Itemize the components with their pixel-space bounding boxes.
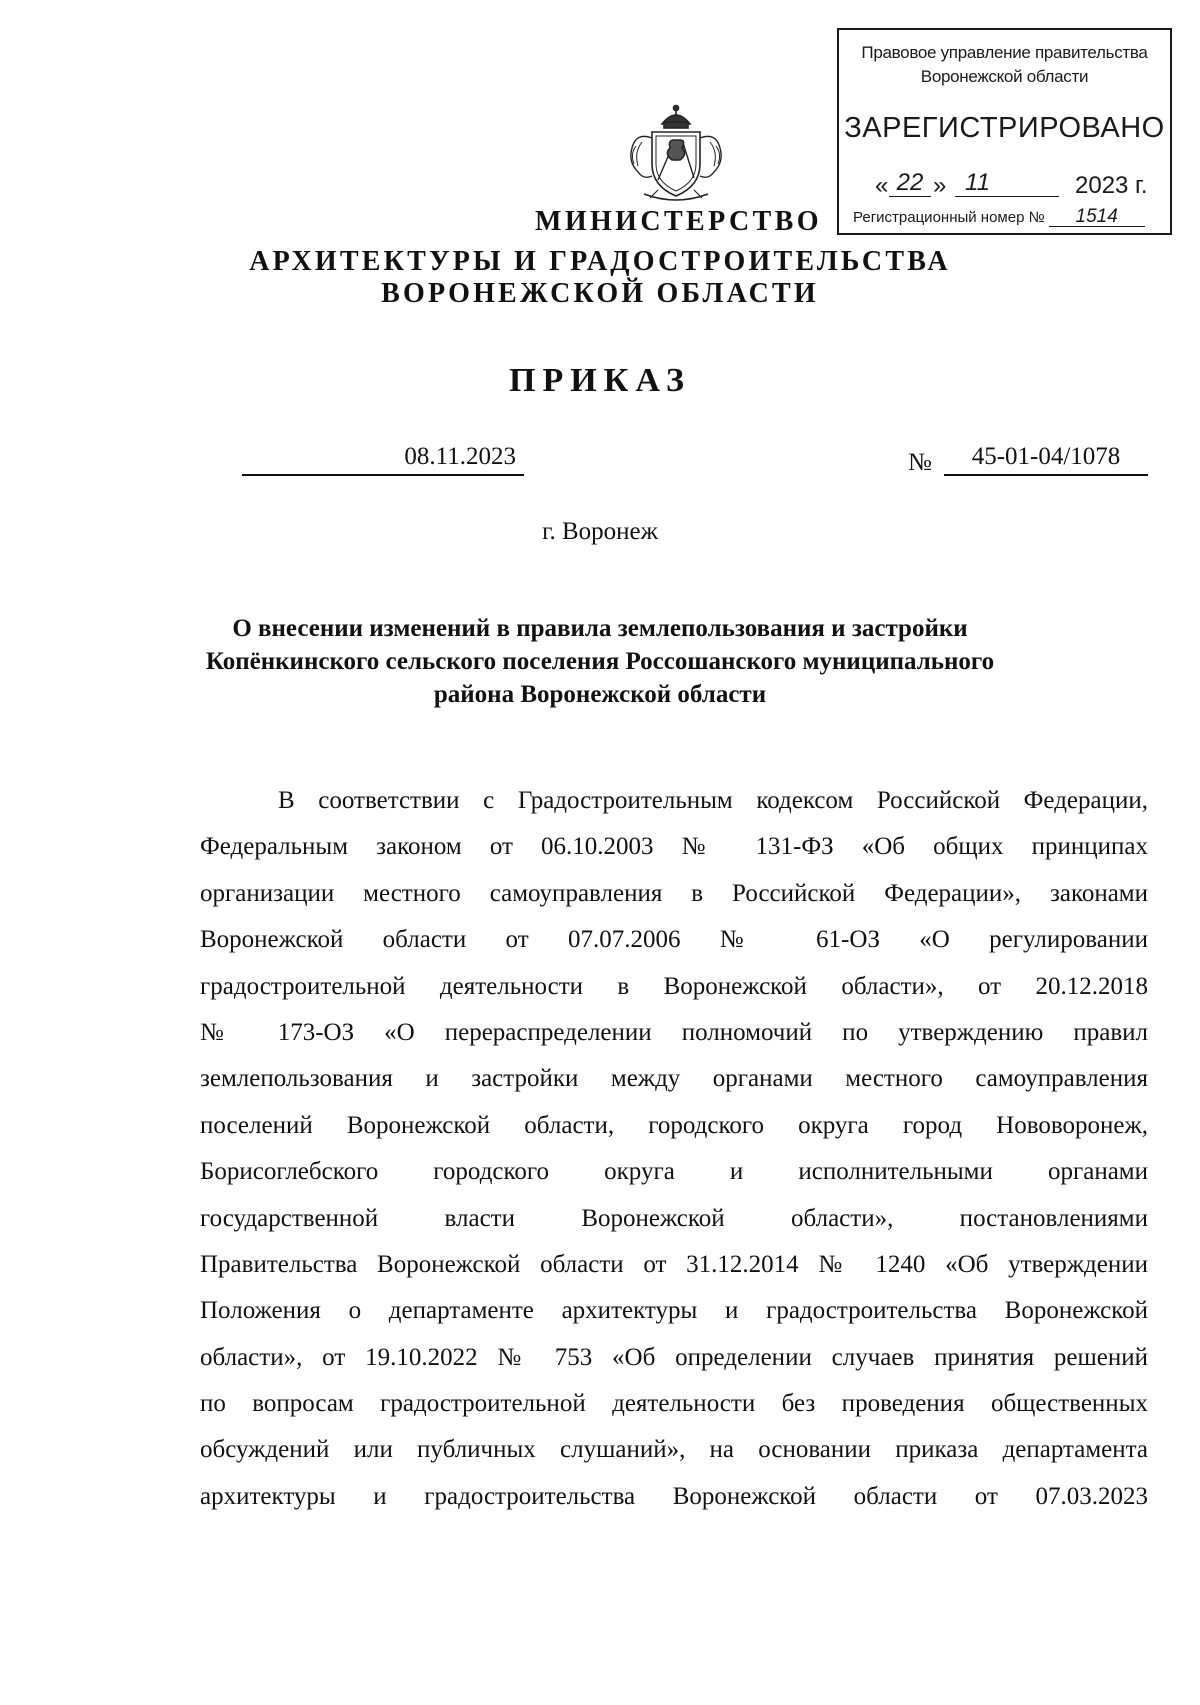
document-type-title: ПРИКАЗ: [509, 362, 691, 399]
stamp-registration-number: [853, 208, 1145, 227]
body-line: поселений Воронежской области, городского округа город Нововоронеж,: [200, 1111, 1148, 1139]
body-line: архитектуры и градостроительства Воронежской области от 07.03.2023: [200, 1482, 1148, 1510]
registration-stamp: [837, 28, 1172, 235]
body-line: обсуждений или публичных слушаний», на основании приказа департамента: [200, 1436, 1148, 1464]
body-line: землепользования и застройки между органами местного самоуправления: [200, 1065, 1148, 1093]
body-line: области», от 19.10.2022 № 753 «Об определении случаев принятия решений: [200, 1343, 1148, 1371]
subject-line-2: Копёнкинского сельского поселения Россошанского муниципального: [205, 648, 995, 675]
body-line: Федеральным законом от 06.10.2003 № 131-ФЗ «Об общих принципах: [200, 833, 1148, 861]
stamp-org-line-2: Воронежской области: [920, 67, 1089, 86]
order-number-sign: №: [908, 449, 932, 476]
ministry-title-line-3: ВОРОНЕЖСКОЙ ОБЛАСТИ: [381, 278, 819, 309]
stamp-registered-label: ЗАРЕГИСТРИРОВАНО: [844, 112, 1165, 144]
body-line: № 173-ОЗ «О перераспределении полномочий по утверждению правил: [200, 1018, 1148, 1046]
body-line: градостроительной деятельности в Воронежской области», от 20.12.2018: [200, 972, 1148, 1000]
body-line: Воронежской области от 07.07.2006 № 61-ОЗ «О регулировании: [200, 926, 1148, 954]
stamp-date: [875, 169, 1155, 202]
body-line: В соответствии с Градостроительным кодексом Российской Федерации,: [278, 787, 1148, 814]
stamp-regnum-value: 1514: [1049, 208, 1145, 227]
ministry-title-line-2: АРХИТЕКТУРЫ И ГРАДОСТРОИТЕЛЬСТВА: [249, 246, 951, 277]
stamp-quote-open: «: [875, 172, 889, 199]
body-line: Борисоглебского городского округа и исполнительными органами: [200, 1158, 1148, 1186]
body-paragraph: [200, 778, 1148, 1520]
ministry-title-line-1: МИНИСТЕРСТВО: [535, 206, 822, 237]
subject-line-3: района Воронежской области: [433, 681, 767, 708]
stamp-day: 22: [889, 170, 931, 197]
stamp-org-line-1: Правовое управление правительства: [861, 43, 1148, 62]
body-line: организации местного самоуправления в Российской Федерации», законами: [200, 879, 1148, 907]
order-subject: [160, 612, 1040, 711]
body-line: государственной власти Воронежской области», постановлениями: [200, 1204, 1148, 1232]
stamp-year: 2023 г.: [1075, 172, 1148, 199]
stamp-quote-close: »: [933, 172, 947, 199]
body-line: Правительства Воронежской области от 31.12.2014 № 1240 «Об утверждении: [200, 1250, 1148, 1278]
stamp-month: 11: [955, 170, 1059, 197]
voronezh-coat-of-arms-icon: [622, 102, 730, 204]
body-line: по вопросам градостроительной деятельности без проведения общественных: [200, 1390, 1148, 1418]
order-date: 08.11.2023: [242, 440, 524, 476]
order-city: г. Воронеж: [542, 518, 658, 545]
order-number: 45-01-04/1078: [944, 440, 1148, 476]
subject-line-1: О внесении изменений в правила землепользования и застройки: [232, 615, 968, 642]
body-line: Положения о департаменте архитектуры и градостроительства Воронежской: [200, 1297, 1148, 1325]
stamp-regnum-label: Регистрационный номер №: [853, 209, 1045, 226]
